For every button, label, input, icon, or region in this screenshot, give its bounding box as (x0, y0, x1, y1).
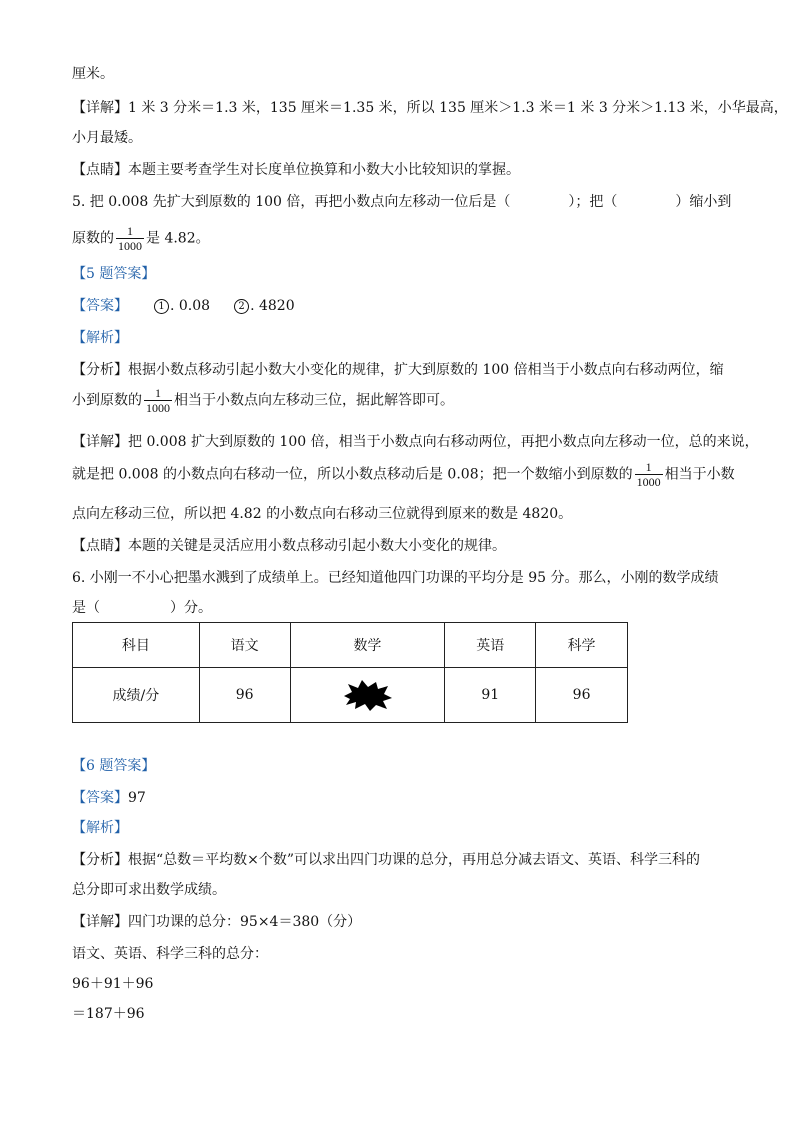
table-cell: 91 (445, 668, 536, 723)
table-header-cell: 科目 (73, 623, 200, 668)
detail-line: 【详解】1 米 3 分米＝1.3 米，135 厘米＝1.35 米，所以 135 厘米＞1.3 米＝1 米 3 分米＞1.13 米，小华最高， (72, 100, 788, 116)
circled-number-2: 2 (234, 299, 249, 314)
answer-6-heading: 【6 题答案】 (72, 758, 156, 774)
fraction: $\frac{1}{1000}$ (636, 460, 661, 489)
detail-line: 【详解】四门功课的总分：95×4＝380（分） (72, 914, 362, 930)
analysis-heading: 【解析】 (72, 820, 128, 836)
question-5-line: 5. 把 0.008 先扩大到原数的 100 倍，再把小数点向左移动一位后是（ ）；把（ ）缩小到 (72, 194, 732, 210)
table-header-cell: 科学 (536, 623, 628, 668)
ink-splat-icon (340, 678, 394, 712)
answer-6-line: 【答案】97 (72, 790, 146, 806)
table-cell: 96 (199, 668, 290, 723)
table-row-label: 成绩/分 (73, 668, 200, 723)
answer-5-heading: 【5 题答案】 (72, 266, 156, 282)
table-header-cell: 英语 (445, 623, 536, 668)
ink-splat-cell (290, 668, 445, 723)
equation-line: ＝187＋96 (72, 1006, 145, 1022)
detail-line-3: 点向左移动三位，所以把 4.82 的小数点向右移动三位就得到原来的数是 4820。 (72, 506, 573, 522)
text-line: 厘米。 (72, 66, 114, 82)
key-point-line: 【点睛】本题主要考查学生对长度单位换算和小数大小比较知识的掌握。 (72, 162, 520, 178)
question-6-line: 6. 小刚一不小心把墨水溅到了成绩单上。已经知道他四门功课的平均分是 95 分。那么，小刚的数学成绩 (72, 570, 719, 586)
question-6-line-2: 是（ ）分。 (72, 600, 212, 616)
table-header-cell: 数学 (290, 623, 445, 668)
analysis-line-2: 小到原数的 $\frac{1}{1000}$ 相当于小数点向左移动三位，据此解答即可。 (72, 386, 454, 415)
fraction: $\frac{1}{1000}$ (146, 386, 170, 415)
score-table (72, 622, 628, 723)
table-cell: 96 (536, 668, 628, 723)
analysis-heading: 【解析】 (72, 330, 128, 346)
analysis-line: 【分析】根据“总数＝平均数×个数”可以求出四门功课的总分，再用总分减去语文、英语、科学三科的 (72, 852, 701, 868)
table-header-row (73, 623, 628, 668)
detail-tag: 【详解】 (72, 100, 128, 116)
answer-tag: 【答案】 (72, 298, 128, 314)
question-5-line-2: 原数的 $\frac{1}{1000}$ 是 4.82。 (72, 224, 210, 253)
table-row (73, 668, 628, 723)
detail-line-2: 就是把 0.008 的小数点向右移动一位，所以小数点移动后是 0.08；把一个数缩小到原数的 $\frac{1}{1000}$ 相当于小数 (72, 460, 735, 489)
key-point-tag: 【点睛】 (72, 162, 128, 178)
key-point-line: 【点睛】本题的关键是灵活应用小数点移动引起小数大小变化的规律。 (72, 538, 506, 554)
circled-number-1: 1 (154, 299, 169, 314)
detail-line: 【详解】把 0.008 扩大到原数的 100 倍，相当于小数点向右移动两位，再把小数点向左移动一位，总的来说， (72, 434, 759, 450)
equation-line: 96＋91＋96 (72, 976, 154, 992)
answer-5-line: 【答案】 1 . 0.08 2 . 4820 (72, 298, 295, 314)
text-line: 小月最矮。 (72, 130, 142, 146)
analysis-line: 【分析】根据小数点移动引起小数大小变化的规律，扩大到原数的 100 倍相当于小数点向右移动两位，缩 (72, 362, 724, 378)
fraction: $\frac{1}{1000}$ (118, 224, 142, 253)
analysis-line-2: 总分即可求出数学成绩。 (72, 882, 226, 898)
detail-line-2: 语文、英语、科学三科的总分： (72, 946, 268, 962)
table-header-cell: 语文 (199, 623, 290, 668)
